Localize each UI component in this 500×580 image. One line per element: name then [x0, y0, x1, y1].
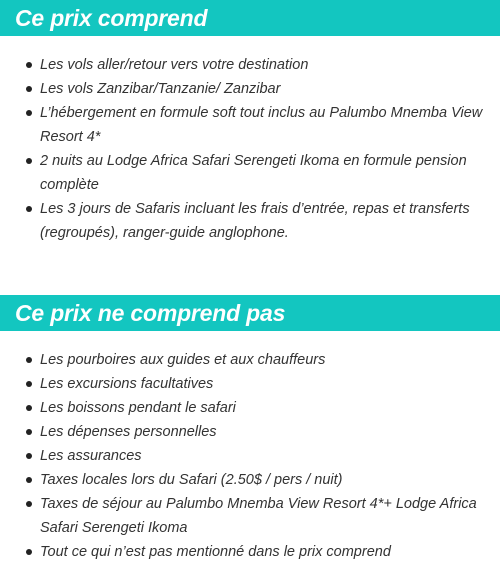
excluded-list [0, 348, 500, 564]
list-item: Les excursions facultatives [0, 372, 500, 396]
included-section-header [0, 0, 500, 36]
excluded-section-title: Ce prix ne comprend pas [15, 299, 286, 326]
list-item: Les 3 jours de Safaris incluant les frais d’entrée, repas et transferts (regroupés), ranger-guide anglophone. [0, 197, 500, 245]
list-item: 2 nuits au Lodge Africa Safari Serengeti Ikoma en formule pension complète [0, 149, 500, 197]
excluded-section-header [0, 295, 500, 331]
included-section-title: Ce prix comprend [15, 4, 208, 31]
list-item: Les boissons pendant le safari [0, 396, 500, 420]
list-item: Les vols Zanzibar/Tanzanie/ Zanzibar [0, 77, 500, 101]
list-item: Taxes locales lors du Safari (2.50$ / pers / nuit) [0, 468, 500, 492]
list-item: Les assurances [0, 444, 500, 468]
list-item: Taxes de séjour au Palumbo Mnemba View Resort 4*+ Lodge Africa Safari Serengeti Ikoma [0, 492, 500, 540]
list-item: Les vols aller/retour vers votre destination [0, 53, 500, 77]
included-list [0, 53, 500, 245]
list-item: Tout ce qui n’est pas mentionné dans le prix comprend [0, 540, 500, 564]
list-item: Les dépenses personnelles [0, 420, 500, 444]
list-item: Les pourboires aux guides et aux chauffeurs [0, 348, 500, 372]
list-item: L’hébergement en formule soft tout inclus au Palumbo Mnemba View Resort 4* [0, 101, 500, 149]
